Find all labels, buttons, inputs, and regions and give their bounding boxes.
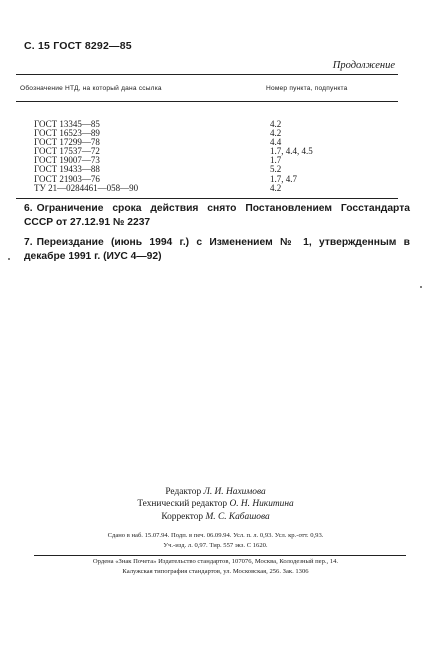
table-cell-document: ГОСТ 21903—76	[34, 173, 100, 184]
print-info	[0, 531, 431, 551]
table-body	[16, 102, 398, 193]
note-number: 6.	[24, 203, 33, 214]
publisher-line: Ордена «Знак Почета» Издательство стандартов, 107076, Москва, Колодезный пер., 14.	[92, 558, 339, 565]
table-cell-document: ГОСТ 16523—89	[34, 128, 100, 139]
note-7	[24, 236, 410, 263]
table-cell-document: ГОСТ 17299—78	[34, 137, 100, 148]
column-header-document: Обозначение НТД, на который дана ссылка	[20, 84, 162, 92]
table-cell-clause: 4.2	[270, 182, 282, 193]
scan-speck	[8, 258, 10, 260]
table-cell-clause: 1.7	[270, 155, 282, 166]
table-cell-document: ГОСТ 19433—88	[34, 164, 100, 175]
table-cell-clause: 5.2	[270, 164, 282, 175]
credit-role: Корректор	[161, 511, 204, 522]
table-cell-document: ТУ 21—0284461—058—90	[34, 182, 139, 193]
print-info-line: Уч.-изд. л. 0,97. Тир. 557 экз. С 1620.	[163, 542, 268, 549]
credit-editor	[0, 486, 431, 498]
reference-table	[16, 74, 398, 199]
publisher-line: Калужская типография стандартов, ул. Московская, 256. Зак. 1306	[122, 568, 309, 575]
credit-proofreader	[0, 511, 431, 523]
table-cell-document: ГОСТ 19007—73	[34, 155, 100, 166]
print-info-rule	[34, 555, 406, 556]
table-row	[16, 184, 398, 193]
credit-name: О. Н. Никитина	[229, 499, 294, 510]
table-header-row	[16, 75, 398, 101]
note-text: Переиздание (июнь 1994 г.) с Изменением № 1, утвержденным в декабре 1991 г. (ИУС 4—92)	[24, 237, 410, 262]
credit-name: Л. И. Нахимова	[203, 487, 266, 497]
table-cell-document: ГОСТ 13345—85	[34, 119, 100, 129]
scan-speck	[420, 286, 422, 288]
continuation-label: Продолжение	[332, 60, 395, 71]
table-cell-clause: 4.2	[270, 128, 282, 139]
publisher-info	[0, 557, 431, 577]
page-header: С. 15 ГОСТ 8292—85	[24, 40, 132, 52]
table-cell-clause: 4.4	[270, 137, 282, 148]
table-cell-clause: 1.7, 4.7	[270, 173, 297, 184]
credit-role: Редактор	[165, 487, 202, 497]
table-bottom-rule	[16, 198, 398, 199]
credit-name: М. С. Кабашова	[205, 511, 270, 522]
print-info-line: Сдано в наб. 15.07.94. Подп. в печ. 06.09.94. Усл. п. л. 0,93. Усл. кр.-отт. 0,93.	[107, 532, 324, 539]
note-6	[24, 202, 410, 229]
table-cell-clause: 4.2	[270, 119, 282, 129]
note-number: 7.	[24, 237, 33, 248]
column-header-clause: Номер пункта, подпункта	[266, 84, 348, 92]
note-text: Ограничение срока действия снято Постановлением Госстандарта СССР от 27.12.91 № 2237	[24, 203, 410, 228]
credits-block	[0, 486, 431, 523]
credit-role: Технический редактор	[137, 499, 228, 510]
credit-technical-editor	[0, 498, 431, 510]
table-cell-clause: 1.7, 4.4, 4.5	[270, 146, 313, 157]
table-cell-document: ГОСТ 17537—72	[34, 146, 100, 157]
